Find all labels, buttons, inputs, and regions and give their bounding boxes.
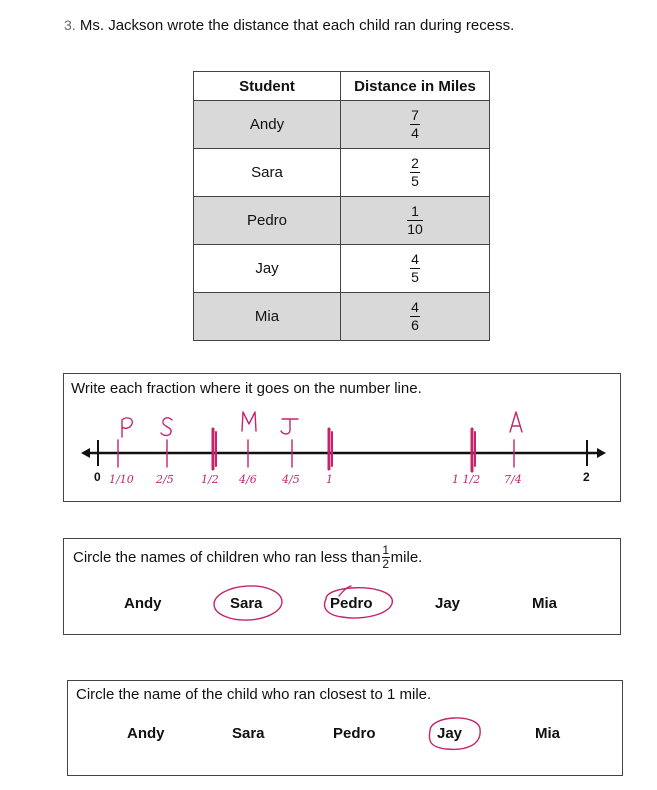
hw-label: 1 (326, 473, 333, 486)
table-row (194, 197, 490, 245)
name-option-pedro[interactable]: Pedro (333, 725, 376, 742)
student-name: Mia (194, 293, 341, 341)
student-name: Pedro (194, 197, 341, 245)
prompt-text: Circle the names of children who ran less than (73, 549, 381, 566)
numerator: 4 (411, 251, 419, 267)
name-option-sara[interactable]: Sara (232, 725, 265, 742)
distance-fraction (341, 149, 490, 197)
student-name: Andy (194, 101, 341, 149)
distance-table (193, 71, 490, 341)
header-student: Student (194, 72, 341, 101)
table-row (194, 101, 490, 149)
letter-p (122, 418, 132, 437)
denominator: 5 (411, 269, 419, 285)
hand-circles (68, 681, 622, 775)
left-arrow-icon (81, 448, 90, 458)
circle-pedro (325, 588, 393, 618)
hw-label: 2/5 (156, 473, 174, 486)
question-number: 3. (64, 17, 76, 33)
handwritten-letters (122, 412, 522, 437)
student-name: Jay (194, 245, 341, 293)
denominator: 4 (411, 125, 419, 141)
numerator: 1 (411, 203, 419, 219)
numerator: 4 (411, 299, 419, 315)
question-text (64, 17, 514, 34)
letter-m (242, 412, 256, 431)
distance-fraction (341, 197, 490, 245)
closest-to-one-box (67, 680, 623, 776)
name-option-mia[interactable]: Mia (532, 595, 558, 612)
distance-fraction (341, 293, 490, 341)
question-prompt: Ms. Jackson wrote the distance that each child ran during recess. (79, 17, 515, 34)
denominator: 10 (407, 221, 423, 237)
letter-j (281, 419, 298, 434)
numerator: 7 (411, 107, 419, 123)
closest-prompt: Circle the name of the child who ran closest to 1 mile. (76, 686, 432, 703)
denominator: 2 (382, 557, 389, 571)
table-header-row (194, 72, 490, 101)
name-option-jay[interactable]: Jay (437, 725, 463, 742)
hw-label: 7/4 (504, 473, 522, 486)
prompt-text-end: mile. (390, 549, 423, 566)
hw-label: 1/10 (109, 473, 134, 486)
student-name: Sara (194, 149, 341, 197)
tick-label-two: 2 (583, 470, 590, 484)
handwritten-ticks (118, 429, 514, 471)
distance-fraction (341, 245, 490, 293)
distance-fraction (341, 101, 490, 149)
letter-a (510, 412, 522, 432)
table-row (194, 245, 490, 293)
number-line-drawing (64, 374, 620, 501)
less-than-half-box (63, 538, 621, 635)
hw-label: 4/5 (282, 473, 300, 486)
header-distance: Distance in Miles (341, 72, 490, 101)
denominator: 6 (411, 317, 419, 333)
name-option-mia[interactable]: Mia (535, 725, 561, 742)
tick-label-zero: 0 (94, 470, 101, 484)
circle-sara (213, 584, 283, 622)
hand-circles (64, 539, 620, 634)
name-option-andy[interactable]: Andy (124, 595, 162, 612)
circle-jay (429, 718, 480, 749)
name-option-andy[interactable]: Andy (127, 725, 165, 742)
numerator: 2 (411, 155, 419, 171)
number-line-prompt: Write each fraction where it goes on the number line. (71, 380, 422, 397)
name-option-jay[interactable]: Jay (435, 595, 461, 612)
right-arrow-icon (597, 448, 606, 458)
numerator: 1 (382, 543, 389, 557)
name-option-pedro[interactable]: Pedro (330, 595, 373, 612)
name-option-sara[interactable]: Sara (230, 595, 263, 612)
hw-label: 1/2 (201, 473, 219, 486)
hw-label: 4/6 (239, 473, 257, 486)
denominator: 5 (411, 173, 419, 189)
table-row (194, 149, 490, 197)
table-row (194, 293, 490, 341)
number-line-box (63, 373, 621, 502)
hw-label: 1 1/2 (452, 473, 481, 486)
letter-s (161, 418, 172, 436)
